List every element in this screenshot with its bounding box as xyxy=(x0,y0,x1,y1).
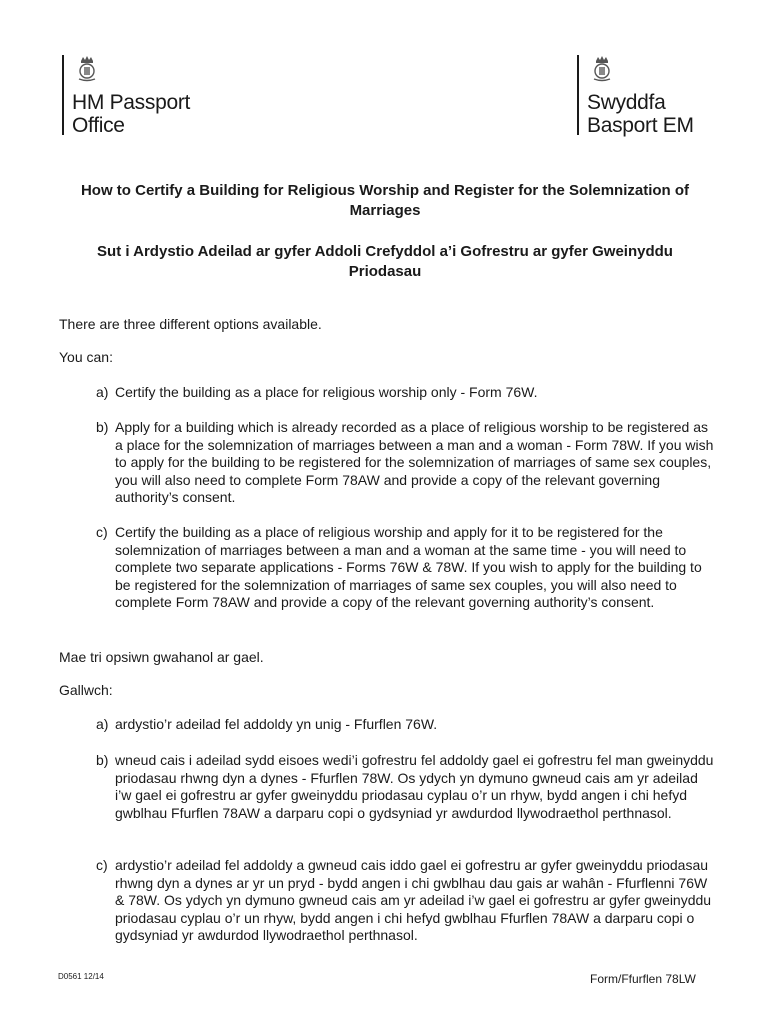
royal-crest-icon xyxy=(76,55,98,83)
form-number: Form/Ffurflen 78LW xyxy=(590,972,696,986)
logo-divider xyxy=(577,55,579,135)
logo-line-1: Swyddfa xyxy=(587,91,666,114)
option-text: Certify the building as a place of religious worship and apply for it to be registered for the solemnization of marriages between a man and a woman at the same time - you will need to complete two separate applications - Forms 76W & 78W. If you wish to apply for the building to be registered for the solemnization of marriages of same sex couples, you will also need to complete Form 78AW and provide a copy of the relevant governing authority’s consent. xyxy=(115,524,702,611)
welsh-option-c xyxy=(96,857,716,945)
royal-crest-icon xyxy=(591,55,613,83)
english-lead: You can: xyxy=(59,349,113,365)
logo-line-1: HM Passport xyxy=(72,91,191,114)
english-intro: There are three different options available. xyxy=(59,316,322,332)
option-label: b) xyxy=(96,419,109,435)
option-text: ardystio’r adeilad fel addoldy yn unig - Ffurflen 76W. xyxy=(115,716,438,732)
logo-line-2: Office xyxy=(72,114,125,137)
option-label: c) xyxy=(96,857,108,873)
swyddfa-basport-logo xyxy=(577,55,694,137)
option-text: Apply for a building which is already recorded as a place of religious worship to be registered as a place for the solemnization of marriages between a man and a woman - Form 78W. If you wish to apply for the building to be registered for the solemnization of marriages of same sex couples, you will also need to complete Form 78AW and provide a copy of the relevant governing authority’s consent. xyxy=(115,419,714,506)
logo-line-2: Basport EM xyxy=(587,114,694,137)
option-label: a) xyxy=(96,716,109,732)
welsh-option-b xyxy=(96,752,716,822)
welsh-lead: Gallwch: xyxy=(59,682,113,698)
option-text: wneud cais i adeilad sydd eisoes wedi’i gofrestru fel addoldy gael ei gofrestru fel man gweinyddu priodasau rhwng dyn a dynes - Ffurflen 78W. Os ydych yn dymuno gwneud cais am yr adeilad i’w gael ei gofrestru ar gyfer gweinyddu priodasau cyplau o’r un rhyw, bydd angen i chi hefyd gwblhau Ffurflen 78AW a darparu copi o gydsyniad yr awdurdod llywodraethol perthnasol. xyxy=(115,752,714,821)
option-label: a) xyxy=(96,384,109,400)
english-option-c xyxy=(96,524,716,612)
option-label: c) xyxy=(96,524,108,540)
welsh-intro: Mae tri opsiwn gwahanol ar gael. xyxy=(59,649,264,665)
english-option-b xyxy=(96,419,716,507)
welsh-option-a xyxy=(96,716,716,734)
document-code: D0561 12/14 xyxy=(58,972,104,981)
page-title-welsh: Sut i Ardystio Adeilad ar gyfer Addoli Crefyddol a’i Gofrestru ar gyfer Gweinyddu Priodasau xyxy=(97,243,673,280)
page-title-english: How to Certify a Building for Religious Worship and Register for the Solemnization of Marriages xyxy=(80,182,690,219)
option-text: ardystio’r adeilad fel addoldy a gwneud cais iddo gael ei gofrestru ar gyfer gweinyddu priodasau rhwng dyn a dynes ar yr un pryd - bydd angen i chi gwblhau dau gais ar wahân - Ffurflenni 76W & 78W. Os ydych yn dymuno gwneud cais am yr adeilad i’w gael ei gofrestru ar gyfer gweinyddu priodasau cyplau o’r un rhyw, bydd angen i chi hefyd gwblhau Ffurflen 78AW a darparu copi o gydsyniad yr awdurdod llywodraethol perthnasol. xyxy=(115,857,712,944)
option-label: b) xyxy=(96,752,109,768)
hm-passport-office-logo xyxy=(62,55,190,137)
option-text: Certify the building as a place for religious worship only - Form 76W. xyxy=(115,384,538,400)
logo-divider xyxy=(62,55,64,135)
english-option-a xyxy=(96,384,716,402)
